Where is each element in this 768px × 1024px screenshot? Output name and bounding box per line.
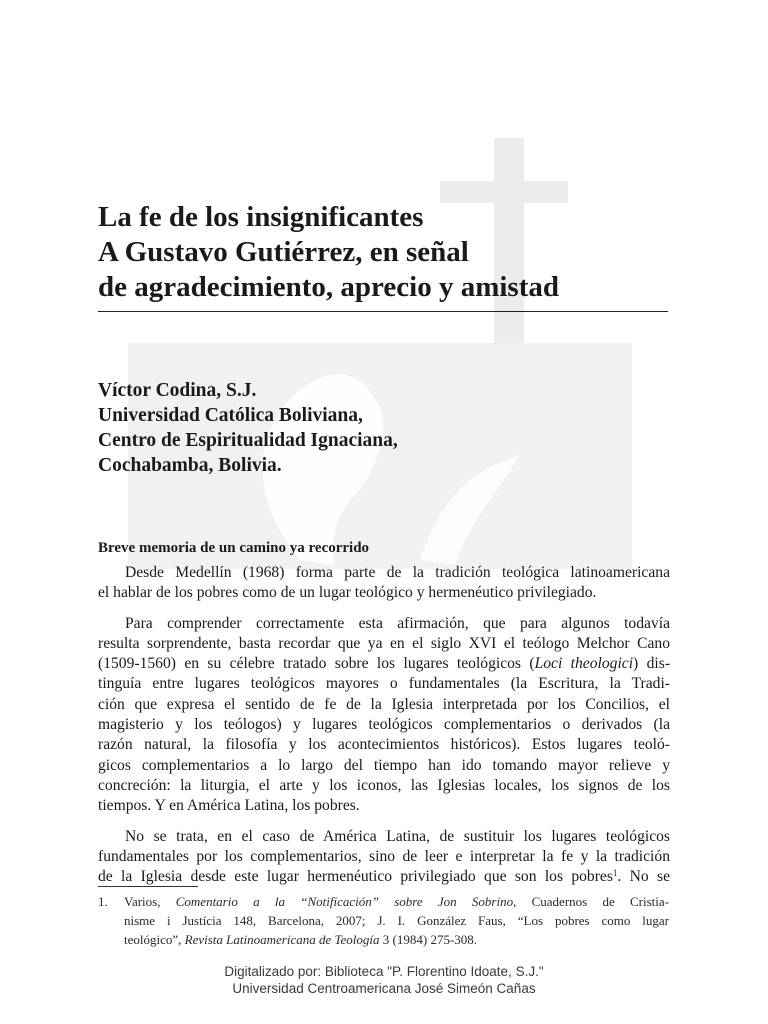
text-span: 3 (1984) 275-308. <box>379 932 478 947</box>
title-line-2: A Gustavo Gutiérrez, en señal <box>98 236 469 268</box>
text-span: (1509-1560) en su célebre tratado sobre los lugares teológicos ( <box>98 655 535 673</box>
footnote-ref[interactable]: 1 <box>612 868 618 879</box>
title-line-1: La fe de los insignificantes <box>98 201 424 233</box>
author-block <box>98 378 658 478</box>
paragraph-2 <box>98 614 670 817</box>
footnote-line <box>124 930 669 949</box>
text-line: ción que expresa el sentido de fe de la Iglesia interpretada por los Concilios, el <box>98 695 670 713</box>
cited-title: Comentario a la “Notificación” sobre Jon Sobrino <box>175 894 514 909</box>
text-span: . No se <box>617 868 670 886</box>
text-span: de la Iglesia desde este lugar hermenéutico privilegiado que son los pobres <box>98 868 613 886</box>
text-line: Para comprender correctamente esta afirmación, que para algunos todavía <box>125 614 670 632</box>
text-line: No se trata, en el caso de América Latina, de sustituir los lugares teológicos <box>125 827 670 845</box>
digitization-credit <box>0 963 768 997</box>
footnote-number: 1. <box>98 894 108 909</box>
text-line: razón natural, la filosofía y los acontecimientos históricos). Estos lugares teoló- <box>98 736 670 754</box>
author-affiliation-2: Centro de Espiritualidad Ignaciana, <box>98 430 398 451</box>
footnote-line: nisme i Justícia 148, Barcelona, 2007; J. I. González Faus, “Los pobres como lugar <box>124 913 669 928</box>
paragraph-3 <box>98 827 670 888</box>
text-line <box>98 654 670 674</box>
text-line: el hablar de los pobres como de un lugar teológico y hermenéutico privilegiado. <box>98 584 597 602</box>
text-span: Varios, <box>124 894 176 909</box>
text-line: concreción: la liturgia, el arte y los iconos, las Iglesias locales, los signos de los <box>98 776 670 794</box>
digitization-line-1: Digitalizado por: Biblioteca "P. Florentino Idoate, S.J." <box>224 964 544 979</box>
digitization-line-2: Universidad Centroamericana José Simeón Cañas <box>232 981 536 996</box>
paragraph-1 <box>98 563 670 604</box>
text-span: ) dis- <box>633 655 671 673</box>
footnote-divider <box>98 886 198 887</box>
author-name: Víctor Codina, S.J. <box>98 380 257 401</box>
cited-journal: Revista Latinoamericana de Teología <box>184 932 380 947</box>
footnote-text <box>124 892 669 949</box>
article-title <box>98 200 670 305</box>
title-divider <box>98 311 668 312</box>
article-body <box>98 563 670 897</box>
footnote-line <box>124 892 669 911</box>
text-span: , Cuadernos de Cristia- <box>513 894 669 909</box>
text-line: fundamentales por los complementarios, sino de leer e interpretar la fe y la tradición <box>98 847 670 865</box>
text-line: resulta sorprendente, basta recordar que ya en el siglo XVI el teólogo Melchor Cano <box>98 634 670 652</box>
section-heading: Breve memoria de un camino ya recorrido <box>98 540 370 556</box>
title-line-3: de agradecimiento, aprecio y amistad <box>98 271 559 303</box>
text-line: Desde Medellín (1968) forma parte de la tradición teológica latinoamericana <box>125 564 670 581</box>
text-line: magisterio y los teólogos) y lugares teológicos complementarios o derivados (la <box>98 716 670 734</box>
text-line: tiempos. Y en América Latina, los pobres. <box>98 797 360 815</box>
text-span: teológico”, <box>124 932 185 947</box>
author-location: Cochabamba, Bolivia. <box>98 455 282 476</box>
text-line: tinguía entre lugares teológicos mayores o fundamentales (la Escritura, la Tradi- <box>98 675 670 693</box>
text-line: gicos complementarios a lo largo del tiempo han ido tomando mayor relieve y <box>98 756 670 774</box>
author-affiliation-1: Universidad Católica Boliviana, <box>98 405 363 426</box>
text-line <box>98 867 670 887</box>
latin-term: Loci theologici <box>534 655 634 673</box>
